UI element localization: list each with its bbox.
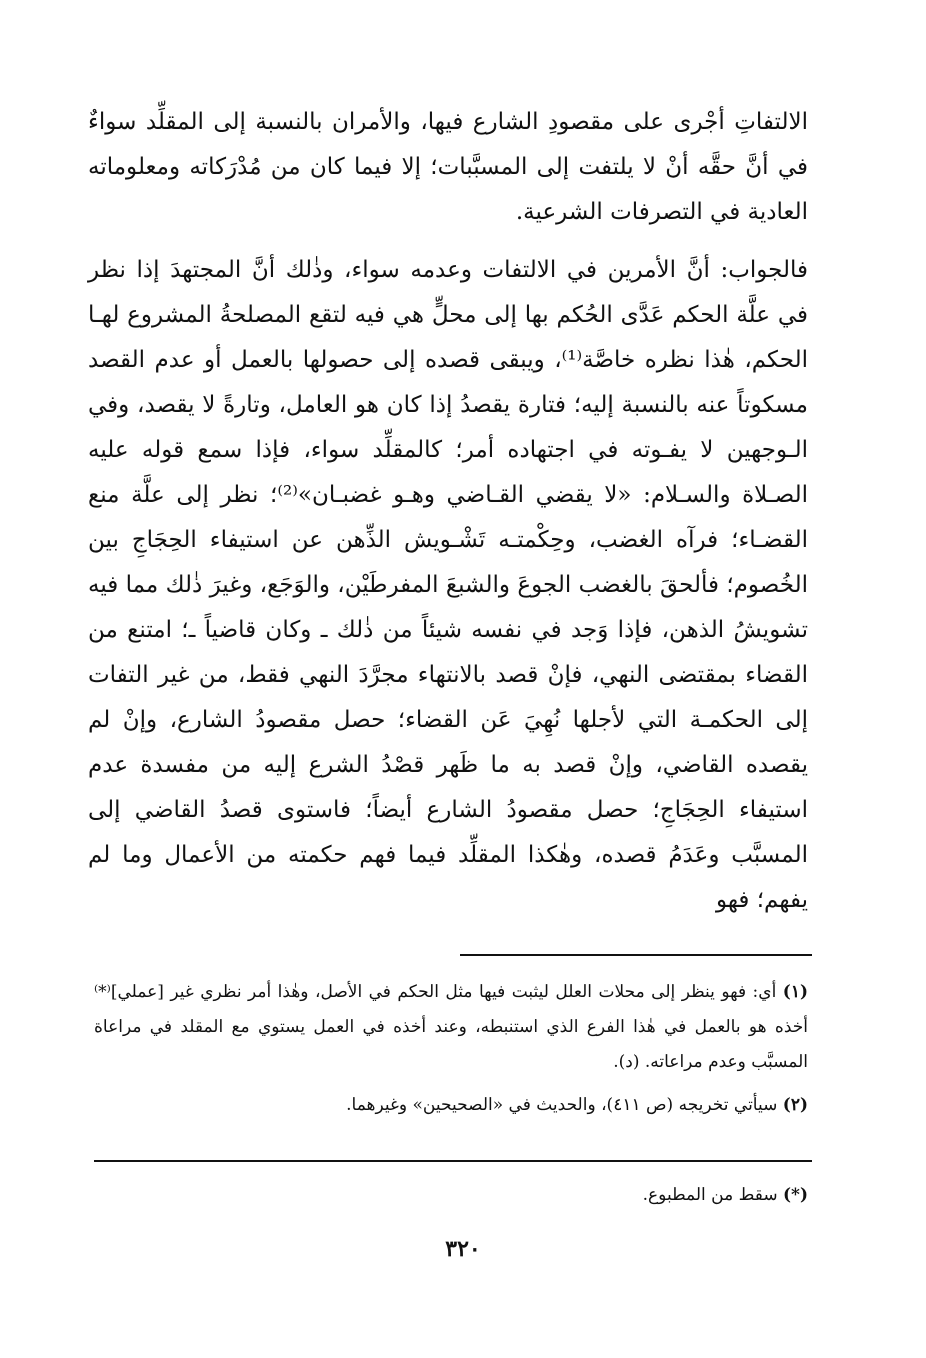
footnotes [94, 975, 808, 1123]
editor-note-text: سقط من المطبوع. [642, 1185, 778, 1205]
editor-note-separator [94, 1160, 812, 1162]
editor-note-marker: (*) [783, 1185, 808, 1205]
footnote-2 [94, 1088, 808, 1123]
footnote-marker: (١) [782, 982, 809, 1002]
paragraph-continuation: الالتفاتِ أجْرى على مقصودِ الشارع فيها، والأمران بالنسبة إلى المقلِّد سواءٌ في أنَّ حقَّه أنْ لا يلتفت إلى المسبَّبات؛ إلا فيما كان من مُدْرَكاته ومعلوماته العادية في التصرفات الشرعية. [88, 109, 808, 225]
editor-note [643, 1180, 808, 1210]
page-number: ٣٢٠ [445, 1236, 481, 1262]
footnote-marker: (٢) [782, 1095, 808, 1115]
paragraph-answer: فالجواب: أنَّ الأمرين في الالتفات وعدمه سواء، وذٰلك أنَّ المجتهدَ إذا نظر في علَّة الحكم عَدَّى الحُكم بها إلى محلٍّ هي فيه لتقع المصلحةُ المشروع لهـا الحكم، هٰذا نظره خاصَّة⁽¹⁾، ويبقى قصده إلى حصولها بالعمل أو عدم القصد مسكوتاً عنه بالنسبة إليه؛ فتارة يقصدُ إذا كان هو العامل، وتارةً لا يقصد، وفي الـوجهين لا يفـوته في اجتهاده أمر؛ كالمقلِّد سواء، فإذا سمع قوله عليه الصـلاة والسـلام: «لا يقضي القـاضي وهـو غضبـان»⁽²⁾؛ نظر إلى علَّة منع القضـاء؛ فرآه الغضب، وحِكْمتـه تَشْـويش الذِّهن عن استيفاء الحِجَاجِ بين الخُصوم؛ فألحقَ بالغضب الجوعَ والشبعَ المفرطَيْن، والوَجَع، وغيرَ ذٰلك مما فيه تشويشُ الذهن، فإذا وَجد في نفسه شيئاً من ذٰلك ـ وكان قاضياً ـ؛ امتنع من القضاء بمقتضى النهي، فإنْ قصد بالانتهاء مجرَّدَ النهي فقط، من غير التفات إلى الحكمـة التي لأجلها نُهِيَ عَن القضاء؛ حصل مقصودُ الشارع، وإنْ لم يقصده القاضي، وإنْ قصد به ما ظَهر قصْدُ الشرع إليه من مفسدة عدم استيفاء الحِجَاجِ؛ حصل مقصودُ الشارع أيضاً؛ فاستوى قصدُ القاضي إلى المسبَّب وعَدَمُ قصده، وهٰكذا المقلِّد فيما فهم حكمته من الأعمال وما لم يفهم؛ فهو [88, 257, 808, 913]
footnote-text: أي: فهو ينظر إلى محلات العلل ليثبت فيها مثل الحكم في الأصل، وهٰذا أمر نظري غير [عملي]⁽*⁾ أخذه هو بالعمل في هٰذا الفرع الذي استنبطه، وعند أخذه في العمل يستوي مع المقلد في مراعاة المسبَّب وعدم مراعاته. (د). [94, 982, 808, 1072]
main-text [88, 100, 808, 923]
footnote-text: سيأتي تخريجه (ص ٤١١)، والحديث في «الصحيحين» وغيرهما. [346, 1095, 778, 1115]
footnote-separator [460, 954, 812, 956]
footnote-1 [94, 975, 808, 1080]
